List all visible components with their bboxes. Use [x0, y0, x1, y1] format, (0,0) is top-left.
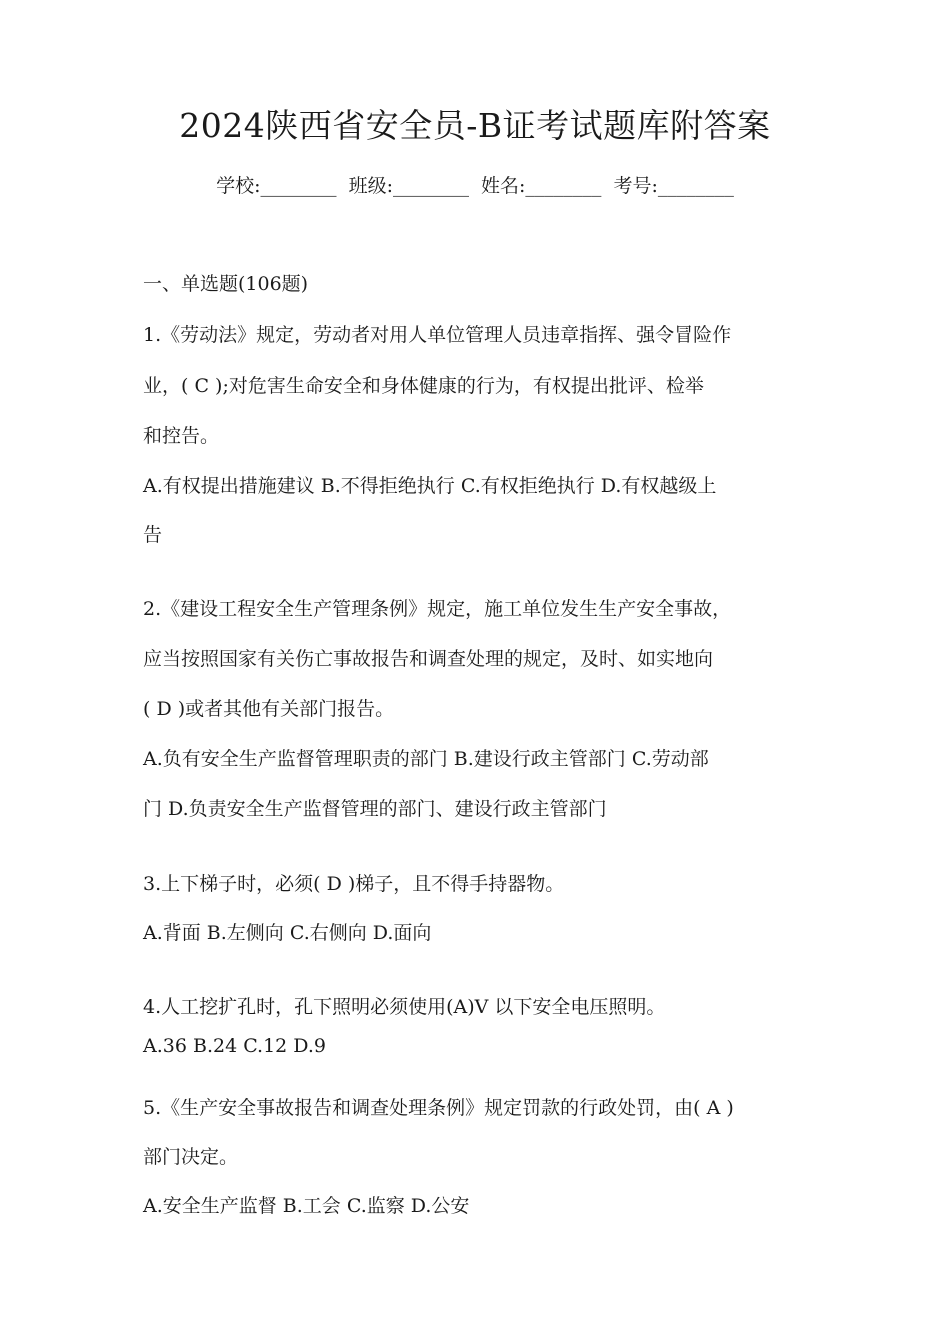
question-stem-line: 应当按照国家有关伤亡事故报告和调查处理的规定，及时、如实地向	[143, 648, 714, 670]
question-stem-line: 业，( C );对危害生命安全和身体健康的行为，有权提出批评、检举	[143, 375, 704, 397]
question-stem-line: 1.《劳动法》规定，劳动者对用人单位管理人员违章指挥、强令冒险作	[143, 324, 732, 346]
question-options-line: A.背面 B.左侧向 C.右侧向 D.面向	[143, 922, 432, 944]
question-options-line: A.负有安全生产监督管理职责的部门 B.建设行政主管部门 C.劳动部	[143, 748, 709, 770]
section-heading: 一、单选题(106题)	[143, 273, 309, 295]
question-stem-line: 4.人工挖扩孔时，孔下照明必须使用(A)V 以下安全电压照明。	[143, 996, 666, 1018]
question-options-line: 告	[143, 524, 163, 546]
question-options-line: A.安全生产监督 B.工会 C.监察 D.公安	[143, 1195, 470, 1217]
question-options-line: A.36 B.24 C.12 D.9	[143, 1035, 326, 1057]
question-stem-line: 3.上下梯子时，必须( D )梯子，且不得手持器物。	[143, 873, 565, 895]
question-options-line: A.有权提出措施建议 B.不得拒绝执行 C.有权拒绝执行 D.有权越级上	[143, 475, 717, 497]
class-field: 班级:________	[348, 175, 469, 197]
student-info-line	[0, 172, 950, 200]
exam-number-field: 考号:________	[613, 175, 734, 197]
question-stem-line: 和控告。	[143, 425, 220, 447]
question-stem-line: ( D )或者其他有关部门报告。	[143, 698, 395, 720]
question-stem-line: 2.《建设工程安全生产管理条例》规定，施工单位发生生产安全事故，	[143, 598, 732, 620]
document-title: 2024陕西省安全员-B证考试题库附答案	[179, 106, 771, 145]
question-stem-line: 部门决定。	[143, 1146, 239, 1168]
school-field: 学校:________	[216, 175, 337, 197]
name-field: 姓名:________	[481, 175, 602, 197]
question-stem-line: 5.《生产安全事故报告和调查处理条例》规定罚款的行政处罚，由( A )	[143, 1097, 734, 1119]
question-options-line: 门 D.负责安全生产监督管理的部门、建设行政主管部门	[143, 798, 607, 820]
